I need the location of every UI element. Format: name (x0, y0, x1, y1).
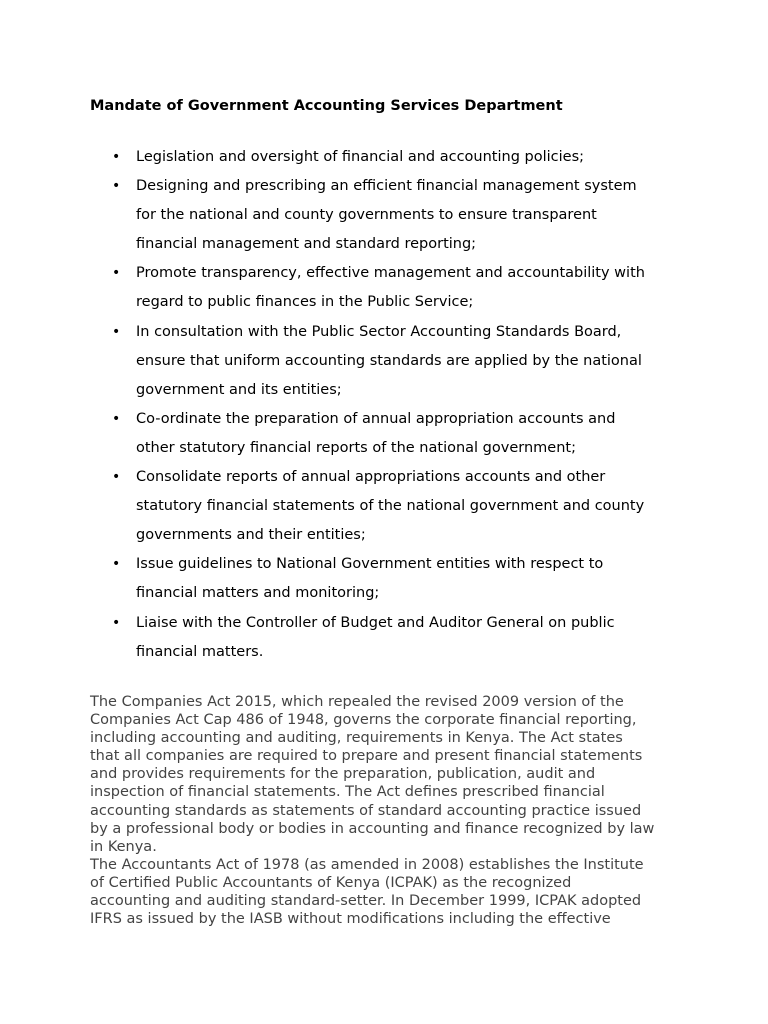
paragraph-line: including accounting and auditing, requirements in Kenya. The Act states (90, 730, 623, 747)
list-item-line: Liaise with the Controller of Budget and Auditor General on public (136, 614, 615, 631)
list-item-line: Consolidate reports of annual appropriations accounts and other (136, 469, 606, 486)
list-item-line: financial matters and monitoring; (136, 585, 380, 602)
paragraph-line: IFRS as issued by the IASB without modifications including the effective (90, 911, 611, 928)
paragraph-line: in Kenya. (90, 838, 157, 855)
mandate-list (112, 143, 692, 667)
list-item-line: Designing and prescribing an efficient financial management system (136, 178, 637, 195)
list-item-line: ensure that uniform accounting standards are applied by the national (136, 352, 642, 369)
bullet-icon: • (112, 614, 121, 631)
list-item (112, 405, 692, 463)
list-item-line: regard to public finances in the Public Service; (136, 294, 474, 311)
list-item-line: governments and their entities; (136, 527, 366, 544)
list-item-line: government and its entities; (136, 381, 342, 398)
bullet-icon: • (112, 265, 121, 282)
page-title: Mandate of Government Accounting Services Department (90, 98, 563, 114)
paragraph-line: of Certified Public Accountants of Kenya (ICPAK) as the recognized (90, 874, 572, 891)
paragraph-line: accounting and auditing standard-setter. In December 1999, ICPAK adopted (90, 893, 642, 910)
body-paragraphs (90, 693, 690, 928)
list-item (112, 259, 692, 317)
list-item-line: financial management and standard reporting; (136, 236, 477, 253)
bullet-icon: • (112, 469, 121, 486)
bullet-icon: • (112, 410, 121, 427)
bullet-icon: • (112, 323, 121, 340)
list-item-line: for the national and county governments to ensure transparent (136, 207, 597, 224)
paragraph-line: that all companies are required to prepare and present financial statements (90, 748, 643, 765)
list-item-line: Legislation and oversight of financial and accounting policies; (136, 149, 585, 165)
list-item-line: Co-ordinate the preparation of annual appropriation accounts and (136, 410, 616, 427)
list-item-line: other statutory financial reports of the national government; (136, 439, 576, 456)
paragraph-line: by a professional body or bodies in accounting and finance recognized by law (90, 820, 655, 837)
list-item (112, 172, 692, 259)
list-item-line: statutory financial statements of the national government and county (136, 498, 645, 515)
list-item-line: Issue guidelines to National Government entities with respect to (136, 556, 604, 573)
list-item-line: In consultation with the Public Sector Accounting Standards Board, (136, 323, 622, 340)
paragraph-line: accounting standards as statements of standard accounting practice issued (90, 802, 642, 819)
list-item (112, 609, 692, 667)
paragraph-line: The Accountants Act of 1978 (as amended in 2008) establishes the Institute (90, 856, 644, 873)
list-item (112, 550, 692, 608)
paragraph-line: and provides requirements for the preparation, publication, audit and (90, 766, 596, 783)
list-item (112, 463, 692, 550)
list-item-line: Promote transparency, effective management and accountability with (136, 265, 645, 282)
paragraph-line: The Companies Act 2015, which repealed the revised 2009 version of the (90, 694, 624, 710)
paragraph-line: inspection of financial statements. The Act defines prescribed financial (90, 784, 605, 801)
list-item (112, 143, 692, 172)
list-item-line: financial matters. (136, 643, 264, 660)
bullet-icon: • (112, 149, 121, 165)
paragraph-line: Companies Act Cap 486 of 1948, governs the corporate financial reporting, (90, 712, 637, 729)
bullet-icon: • (112, 556, 121, 573)
list-item (112, 318, 692, 405)
bullet-icon: • (112, 178, 121, 195)
